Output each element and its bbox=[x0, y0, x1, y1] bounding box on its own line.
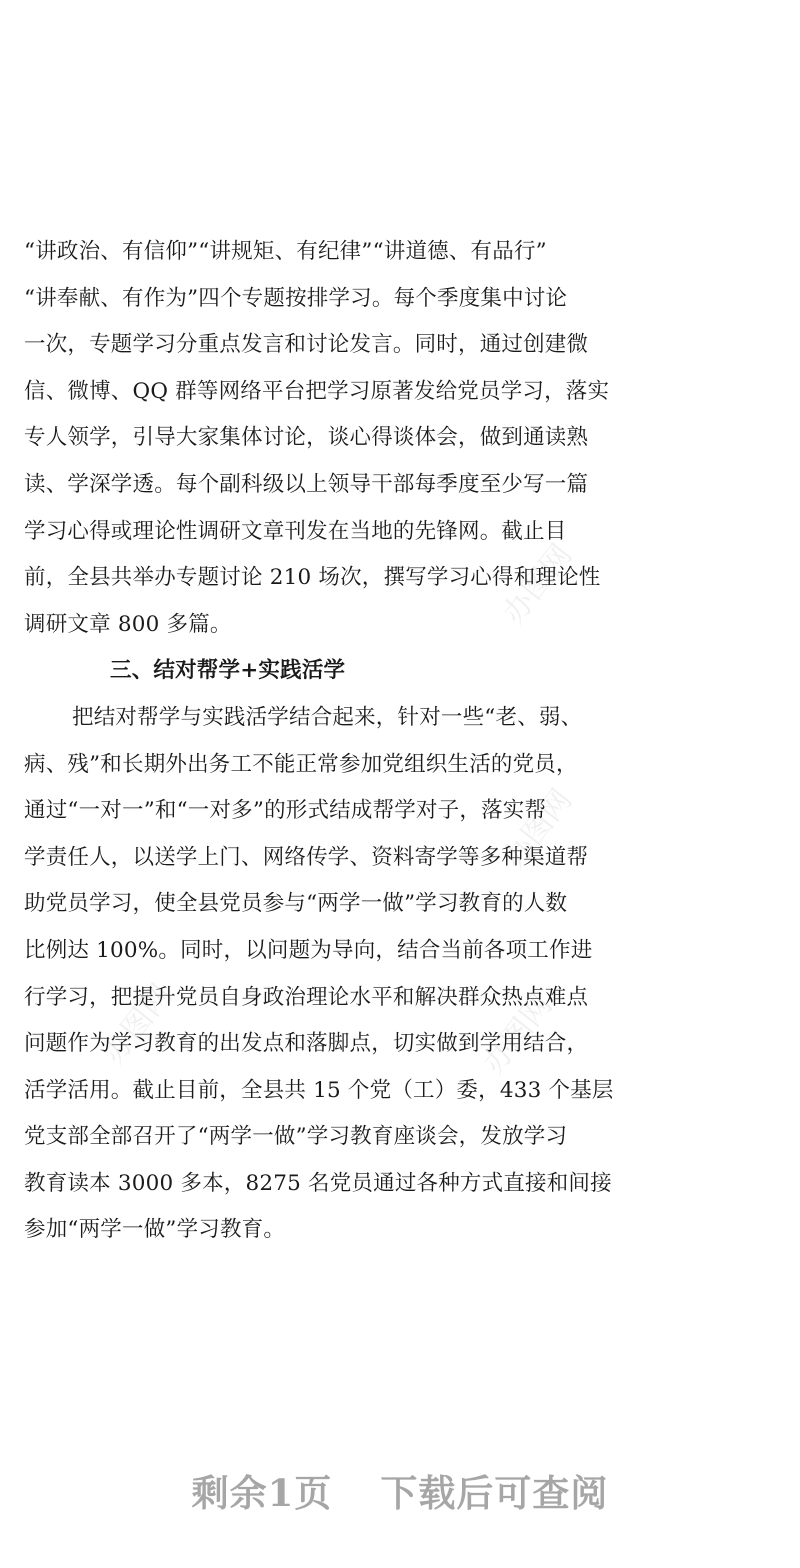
paragraph-line: 学责任人，以送学上门、网络传学、资料寄学等多种渠道帮 bbox=[24, 844, 589, 870]
paragraph-line: 党支部全部召开了“两学一做”学习教育座谈会，发放学习 bbox=[24, 1124, 568, 1150]
paragraph-line: 专人领学，引导大家集体讨论，谈心得谈体会，做到通读熟 bbox=[24, 425, 589, 451]
watermark: 办图网 bbox=[476, 987, 560, 1081]
paragraph-line: 活学活用。截止目前，全县共 15 个党（工）委，433 个基层 bbox=[24, 1077, 614, 1103]
paragraph-line: 病、残”和长期外出务工不能正常参加党组织生活的党员， bbox=[24, 751, 578, 777]
paragraph-line: 读、学深学透。每个副科级以上领导干部每季度至少写一篇 bbox=[24, 471, 589, 497]
watermark: 办图网 bbox=[496, 782, 580, 876]
paragraph-line: 问题作为学习教育的出发点和落脚点，切实做到学用结合， bbox=[24, 1031, 589, 1057]
download-prompt-banner[interactable] bbox=[0, 1463, 800, 1517]
paragraph-line: “讲奉献、有作为”四个专题按排学习。每个季度集中讨论 bbox=[24, 285, 568, 311]
paragraph-line: 学习心得或理论性调研文章刊发在当地的先锋网。截止目 bbox=[24, 518, 567, 544]
download-to-view-label: 下载后可查阅 bbox=[380, 1471, 609, 1515]
paragraph-line: 把结对帮学与实践活学结合起来，针对一些“老、弱、 bbox=[72, 704, 583, 730]
paragraph-line: 教育读本 3000 多本，8275 名党员通过各种方式直接和间接 bbox=[24, 1170, 612, 1196]
watermark: 办图网 bbox=[496, 537, 580, 631]
paragraph-line: 信、微博、QQ 群等网络平台把学习原著发给党员学习，落实 bbox=[24, 378, 610, 404]
paragraph-line: 参加“两学一做”学习教育。 bbox=[24, 1217, 286, 1243]
watermark: 办图网 bbox=[96, 977, 180, 1071]
remaining-pages-label: 剩余1页 bbox=[191, 1471, 333, 1515]
section-heading: 三、结对帮学+实践活学 bbox=[110, 658, 346, 684]
paragraph-line: “讲政治、有信仰”“讲规矩、有纪律”“讲道德、有品行” bbox=[24, 239, 547, 264]
paragraph-line: 行学习，把提升党员自身政治理论水平和解决群众热点难点 bbox=[24, 984, 589, 1010]
paragraph-line: 通过“一对一”和“一对多”的形式结成帮学对子，落实帮 bbox=[24, 798, 547, 824]
paragraph-line: 一次，专题学习分重点发言和讨论发言。同时，通过创建微 bbox=[24, 332, 589, 358]
paragraph-line: 调研文章 800 多篇。 bbox=[24, 611, 232, 637]
document-body bbox=[24, 229, 654, 1254]
paragraph-line: 助党员学习，使全县党员参与“两学一做”学习教育的人数 bbox=[24, 891, 568, 917]
paragraph-line: 前，全县共举办专题讨论 210 场次，撰写学习心得和理论性 bbox=[24, 565, 601, 591]
paragraph-line: 比例达 100%。同时，以问题为导向，结合当前各项工作进 bbox=[24, 937, 593, 963]
